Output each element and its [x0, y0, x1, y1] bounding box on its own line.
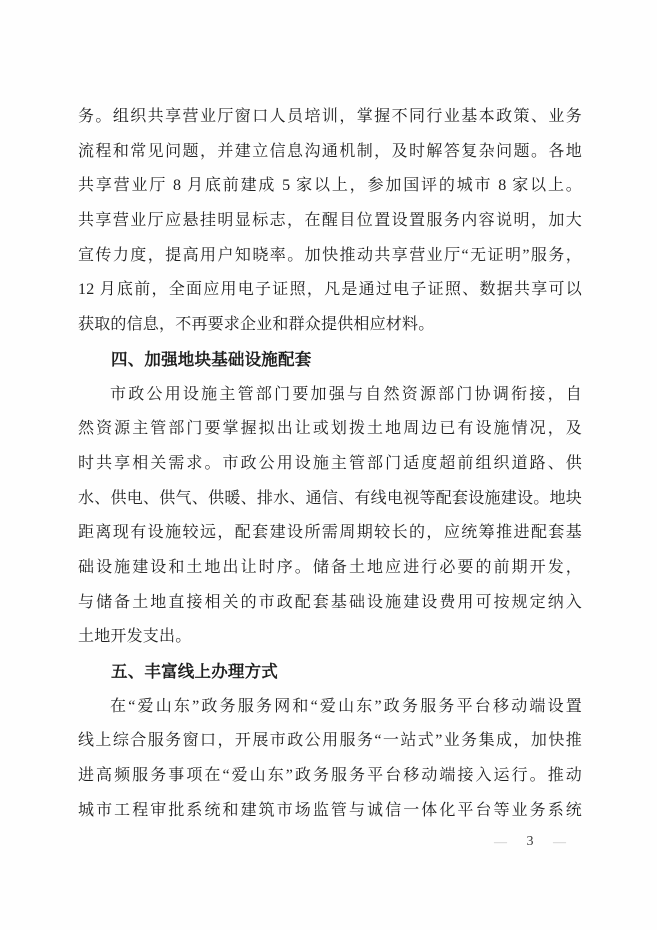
body-text-line: 与储备土地直接相关的市政配套基础设施建设费用可按规定纳入 — [78, 593, 582, 611]
body-text-line: 宣传力度，提高用户知晓率。加快推动共享营业厅“无证明”服务， — [78, 246, 582, 264]
page-footer — [494, 834, 566, 850]
body-text-line: 水、供电、供气、供暖、排水、通信、有线电视等配套设施建设。地块 — [78, 489, 582, 507]
body-text-line: 共享营业厅应悬挂明显标志，在醒目位置设置服务内容说明，加大 — [78, 212, 582, 230]
page-number: 3 — [526, 834, 534, 849]
body-text-line: 进高频服务事项在“爱山东”政务服务平台移动端接入运行。推动 — [78, 767, 582, 785]
body-text-line: 线上综合服务窗口，开展市政公用服务“一站式”业务集成，加快推 — [78, 732, 582, 750]
body-text-line: 然资源主管部门要掌握拟出让或划拨土地周边已有设施情况，及 — [78, 420, 582, 438]
body-text-line: 共享营业厅 8 月底前建成 5 家以上，参加国评的城市 8 家以上。 — [78, 177, 582, 195]
body-text-line: 12 月底前，全面应用电子证照，凡是通过电子证照、数据共享可以 — [78, 281, 582, 299]
body-text-line: 务。组织共享营业厅窗口人员培训，掌握不同行业基本政策、业务 — [78, 108, 582, 125]
document-body — [78, 100, 582, 828]
body-text-line: 时共享相关需求。市政公用设施主管部门适度超前组织道路、供 — [78, 454, 582, 472]
body-text-line: 础设施建设和土地出让时序。储备土地应进行必要的前期开发， — [78, 558, 582, 576]
body-text-line: 距离现有设施较远，配套建设所需周期较长的，应统筹推进配套基 — [78, 524, 582, 542]
body-text-line: 城市工程审批系统和建筑市场监管与诚信一体化平台等业务系统 — [78, 801, 582, 819]
body-text-line: 土地开发支出。 — [78, 628, 192, 646]
section-heading: 五、丰富线上办理方式 — [111, 663, 278, 681]
body-text-line: 市政公用设施主管部门要加强与自然资源部门协调衔接，自 — [110, 385, 582, 403]
section-heading: 四、加强地块基础设施配套 — [111, 350, 312, 369]
footer-dash-left: — — [494, 834, 507, 849]
body-text-line: 流程和常见问题，并建立信息沟通机制，及时解答复杂问题。各地 — [78, 142, 582, 160]
body-text-line: 在“爱山东”政务服务网和“爱山东”政务服务平台移动端设置 — [110, 697, 582, 715]
footer-dash-right: — — [553, 834, 566, 849]
body-text-line: 获取的信息，不再要求企业和群众提供相应材料。 — [78, 316, 435, 334]
